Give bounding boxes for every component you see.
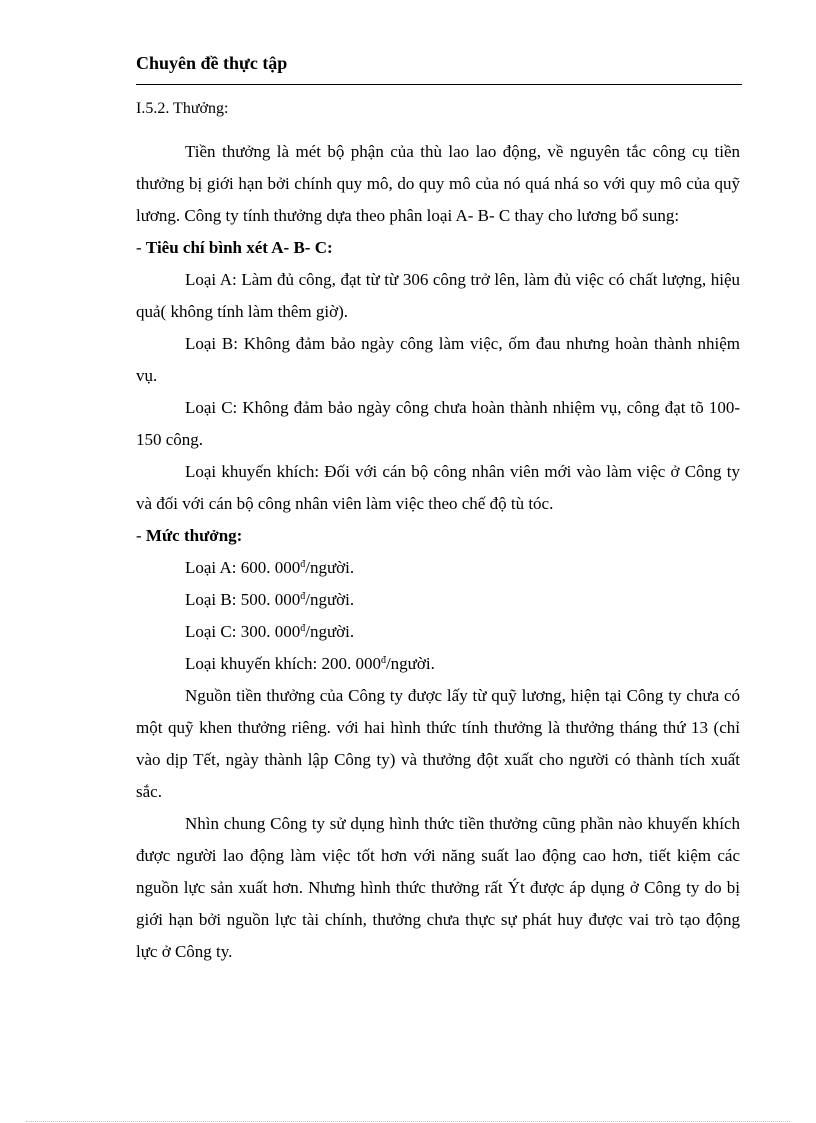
reward-suffix: /người. [305, 622, 355, 641]
level-heading: Mức thưởng: [145, 526, 243, 545]
criteria-heading-line [136, 232, 740, 264]
paragraph-type-encourage: Loại khuyến khích: Đối với cán bộ công nhân viên mới vào làm việc ở Công ty và đối với cán bộ công nhân viên làm việc theo chế độ tù tóc. [136, 462, 740, 513]
reward-suffix: /người. [305, 558, 355, 577]
page-content [136, 95, 740, 968]
reward-label: Loại khuyến khích: 200. 000 [185, 654, 381, 673]
paragraph-type-c: Loại C: Không đảm bảo ngày công chưa hoàn thành nhiệm vụ, công đạt tõ 100- 150 công. [136, 398, 740, 449]
section-heading: I.5.2. Thưởng: [136, 100, 229, 117]
level-bullet: - [136, 526, 146, 545]
criteria-bullet: - [136, 238, 146, 257]
reward-suffix: /người. [305, 590, 355, 609]
currency-symbol: đ [380, 655, 386, 666]
paragraph-type-b: Loại B: Không đảm bảo ngày công làm việc, ốm đau nhưng hoàn thành nhiệm vụ. [136, 334, 740, 385]
reward-line-b [136, 584, 740, 616]
paragraph-source: Nguồn tiền thưởng của Công ty được lấy từ quỹ lương, hiện tại Công ty chưa có một quỹ khen thưởng riêng. với hai hình thức tính thưởng là thưởng tháng thứ 13 (chỉ vào dịp Tết, ngày thành lập Công ty) và thưởng đột xuất cho người có thành tích xuất sắc. [136, 686, 740, 801]
paragraph-conclusion: Nhìn chung Công ty sử dụng hình thức tiền thưởng cũng phần nào khuyến khích được người lao động làm việc tốt hơn với năng suất lao động cao hơn, tiết kiệm các nguồn lực sản xuất hơn. Nhưng hình thức thưởng rất Ýt được áp dụng ở Công ty do bị giới hạn bởi nguồn lực tài chính, thưởng chưa thực sự phát huy được vai trò tạo động lực ở Công ty. [136, 814, 740, 961]
currency-symbol: đ [300, 623, 306, 634]
header-divider [136, 84, 742, 85]
page-bottom-border [26, 1121, 790, 1122]
reward-line-a [136, 552, 740, 584]
reward-line-encourage [136, 648, 740, 680]
currency-symbol: đ [300, 559, 306, 570]
level-heading-line [136, 520, 740, 552]
reward-label: Loại C: 300. 000 [185, 622, 301, 641]
paragraph-type-a: Loại A: Làm đủ công, đạt từ từ 306 công trở lên, làm đủ việc có chất lượng, hiệu quả( không tính làm thêm giờ). [136, 270, 740, 321]
reward-line-c [136, 616, 740, 648]
page-header-title: Chuyên đề thực tập [136, 53, 288, 73]
criteria-heading: Tiêu chí bình xét A- B- C: [145, 238, 333, 257]
reward-label: Loại A: 600. 000 [185, 558, 301, 577]
reward-label: Loại B: 500. 000 [185, 590, 301, 609]
reward-suffix: /người. [385, 654, 435, 673]
paragraph-intro: Tiền thưởng là mét bộ phận của thù lao lao động, về nguyên tắc công cụ tiền thưởng bị giới hạn bởi chính quy mô, do quy mô của nó quá nhá so với quy mô của quỹ lương. Công ty tính thưởng dựa theo phân loại A- B- C thay cho lương bổ sung: [136, 142, 740, 225]
currency-symbol: đ [300, 591, 306, 602]
